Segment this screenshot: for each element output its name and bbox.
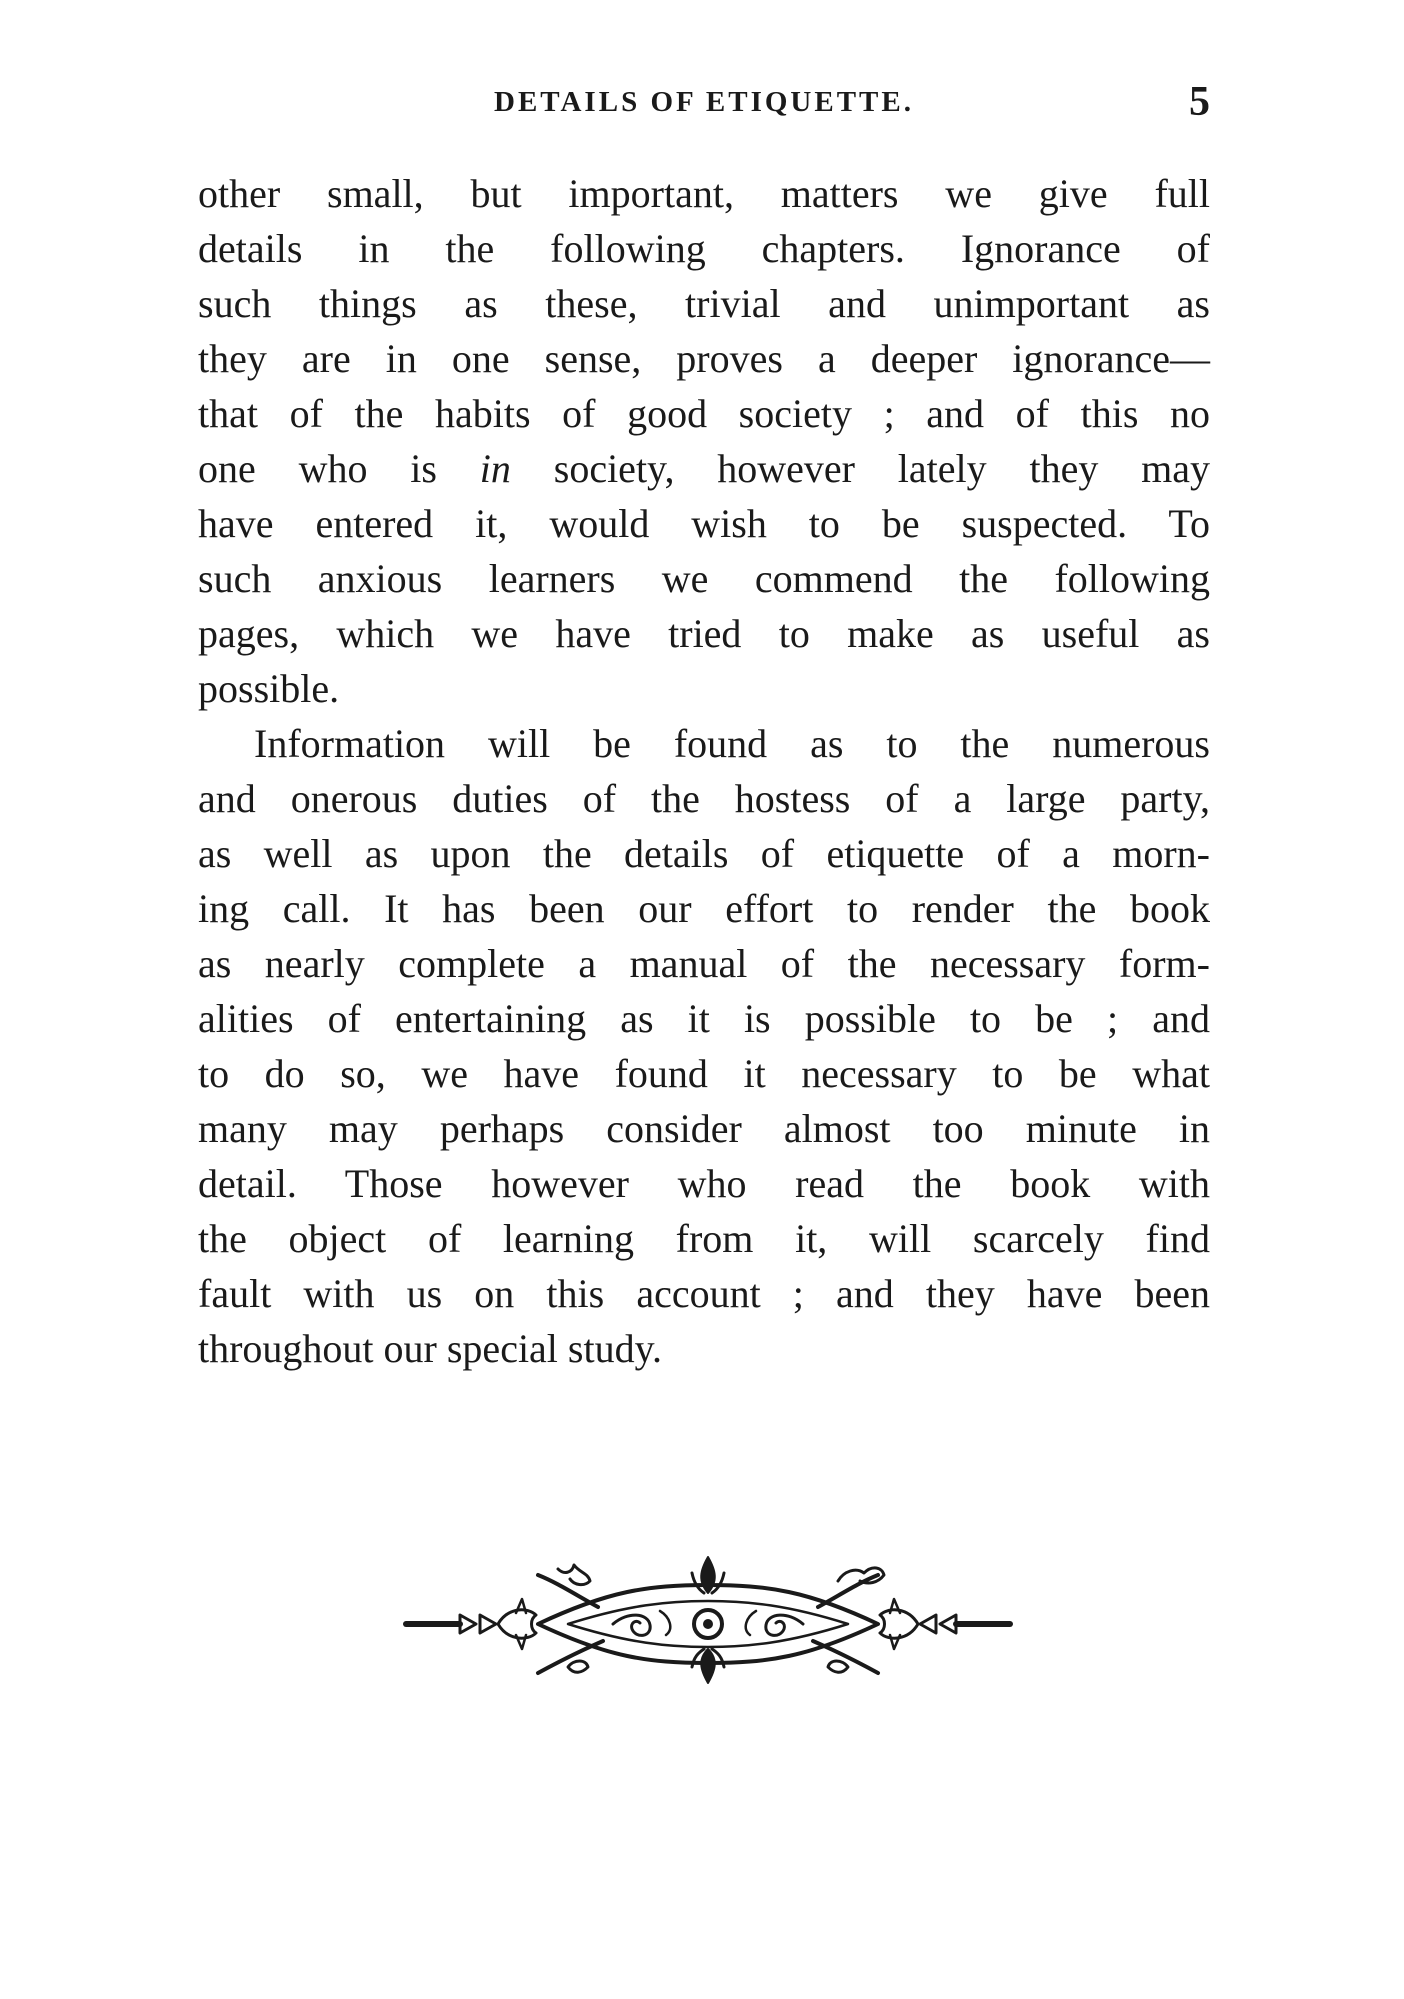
paragraph-1	[198, 166, 1210, 716]
running-title: DETAILS OF ETIQUETTE.	[494, 86, 914, 118]
text-line: many may perhaps consider almost too minute in	[198, 1106, 1210, 1151]
text-line: fault with us on this account ; and they have been	[198, 1271, 1210, 1316]
text-line: details in the following chapters. Ignorance of	[198, 226, 1210, 271]
text-line: and onerous duties of the hostess of a large party,	[198, 776, 1210, 821]
text-line: such things as these, trivial and unimportant as	[198, 281, 1210, 326]
text-line-with-italic	[198, 441, 1210, 496]
paragraph-2	[198, 716, 1210, 1376]
decorative-tailpiece-icon	[398, 1555, 1018, 1685]
text-line: as well as upon the details of etiquette of a morn-	[198, 831, 1210, 876]
text-line: they are in one sense, proves a deeper ignorance—	[198, 336, 1210, 381]
text-line: throughout our special study.	[198, 1326, 663, 1371]
text-line: possible.	[198, 666, 340, 711]
body-text	[198, 166, 1210, 1376]
italic-emphasis: in	[479, 446, 511, 491]
text-line: as nearly complete a manual of the necessary form-	[198, 941, 1210, 986]
text-line: such anxious learners we commend the following	[198, 556, 1210, 601]
text-line: detail. Those however who read the book with	[198, 1161, 1210, 1206]
text-line: other small, but important, matters we give full	[198, 171, 1210, 216]
text-line: alities of entertaining as it is possible to be ; and	[198, 996, 1210, 1041]
text-line: Information will be found as to the numerous	[254, 721, 1210, 766]
text-line: to do so, we have found it necessary to be what	[198, 1051, 1210, 1096]
running-head	[198, 78, 1210, 138]
text-line: that of the habits of good society ; and of this no	[198, 391, 1210, 436]
tailpiece-svg	[398, 1555, 1018, 1685]
text-line: pages, which we have tried to make as useful as	[198, 611, 1210, 656]
page-number: 5	[1189, 79, 1210, 125]
text-line: ing call. It has been our effort to render the book	[198, 886, 1210, 931]
text-line: have entered it, would wish to be suspected. To	[198, 501, 1210, 546]
text-line: the object of learning from it, will scarcely find	[198, 1216, 1210, 1261]
text-segment: society, however lately they may	[553, 446, 1211, 491]
text-segment: one who is	[198, 446, 437, 491]
